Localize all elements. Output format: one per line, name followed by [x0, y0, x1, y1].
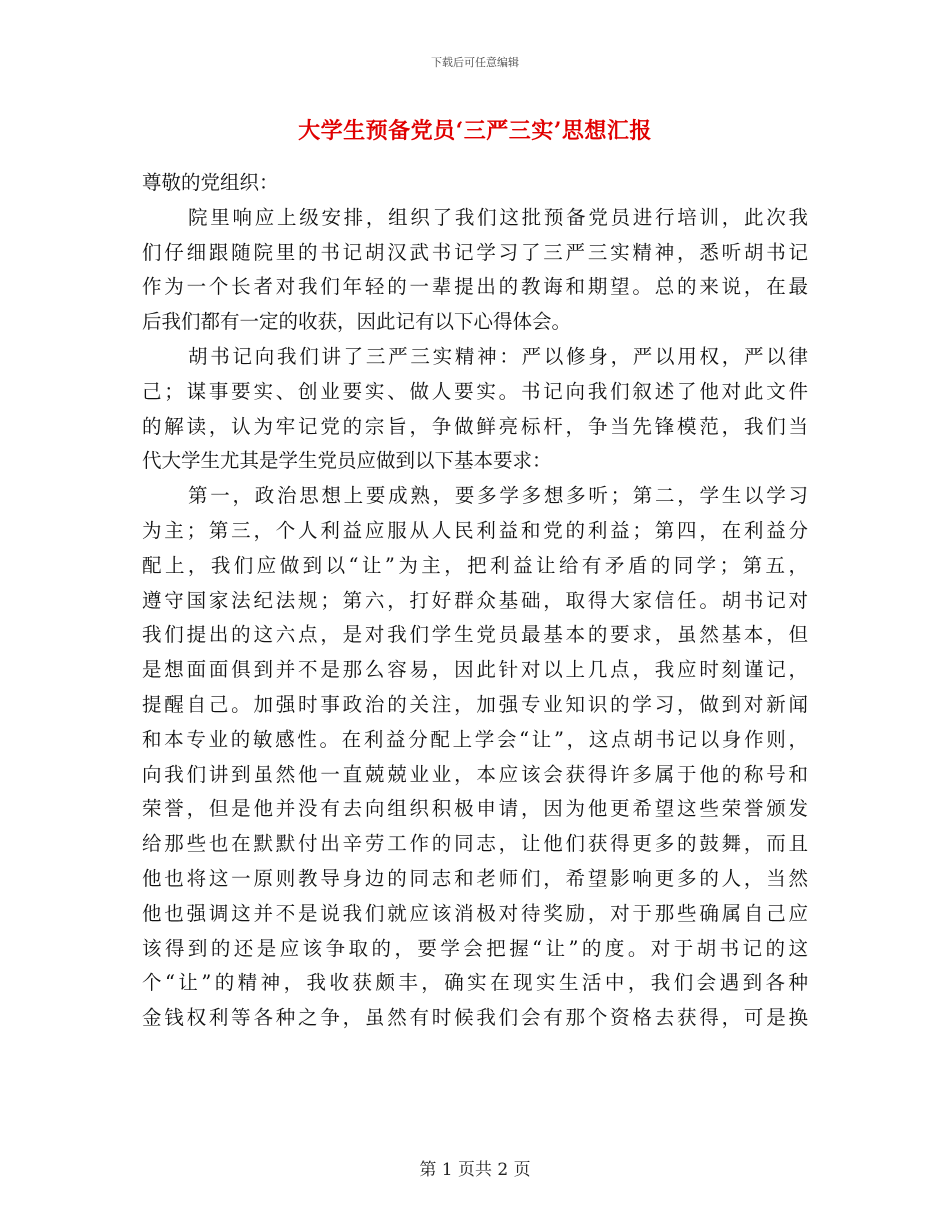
body-line: 为主；第三，个人利益应服从人民利益和党的利益；第四，在利益分 — [142, 518, 808, 542]
page-footer: 第 1 页共 2 页 — [419, 1160, 531, 1180]
body-line: 给那些也在默默付出辛劳工作的同志，让他们获得更多的鼓舞，而且 — [142, 832, 808, 856]
body-line: 后我们都有一定的收获，因此记有以下心得体会。 — [142, 310, 572, 334]
body-line: 代大学生尤其是学生党员应做到以下基本要求： — [142, 449, 552, 473]
body-line: 个“让”的精神，我收获颇丰，确实在现实生活中，我们会遇到各种 — [142, 971, 808, 995]
document-title: 大学生预备党员‘三严三实’思想汇报 — [298, 118, 652, 144]
body-line: 尊敬的党组织： — [142, 171, 279, 194]
body-line: 胡书记向我们讲了三严三实精神：严以修身，严以用权，严以律 — [188, 344, 808, 368]
body-line: 他也强调这并不是说我们就应该消极对待奖励，对于那些确属自己应 — [142, 901, 808, 925]
body-line: 们仔细跟随院里的书记胡汉武书记学习了三严三实精神，悉听胡书记 — [142, 240, 808, 264]
body-line: 第一，政治思想上要成熟，要多学多想多听；第二，学生以学习 — [188, 484, 808, 508]
body-line: 作为一个长者对我们年轻的一辈提出的教诲和期望。总的来说，在最 — [142, 275, 808, 299]
body-line: 的解读，认为牢记党的宗旨，争做鲜亮标杆，争当先锋模范，我们当 — [142, 414, 808, 438]
header-note: 下载后可任意编辑 — [431, 56, 519, 69]
body-line: 院里响应上级安排，组织了我们这批预备党员进行培训，此次我 — [188, 205, 808, 229]
body-line: 该得到的还是应该争取的，要学会把握“让”的度。对于胡书记的这 — [142, 936, 808, 960]
body-line: 提醒自己。加强时事政治的关注，加强专业知识的学习，做到对新闻 — [142, 692, 808, 716]
body-line: 配上，我们应做到以“让”为主，把利益让给有矛盾的同学；第五， — [142, 553, 808, 577]
body-line: 他也将这一原则教导身边的同志和老师们，希望影响更多的人，当然 — [142, 866, 808, 890]
body-line: 遵守国家法纪法规；第六，打好群众基础，取得大家信任。胡书记对 — [142, 588, 808, 612]
body-line: 和本专业的敏感性。在利益分配上学会“让”，这点胡书记以身作则， — [142, 727, 808, 751]
body-line: 是想面面俱到并不是那么容易，因此针对以上几点，我应时刻谨记， — [142, 658, 808, 682]
body-line: 我们提出的这六点，是对我们学生党员最基本的要求，虽然基本，但 — [142, 623, 808, 647]
body-line: 荣誉，但是他并没有去向组织积极申请，因为他更希望这些荣誉颁发 — [142, 797, 808, 821]
body-line: 金钱权利等各种之争，虽然有时候我们会有那个资格去获得，可是换 — [142, 1006, 808, 1030]
body-line: 向我们讲到虽然他一直兢兢业业，本应该会获得许多属于他的称号和 — [142, 762, 808, 786]
body-line: 己；谋事要实、创业要实、做人要实。书记向我们叙述了他对此文件 — [142, 379, 808, 403]
document-body — [142, 166, 808, 1036]
